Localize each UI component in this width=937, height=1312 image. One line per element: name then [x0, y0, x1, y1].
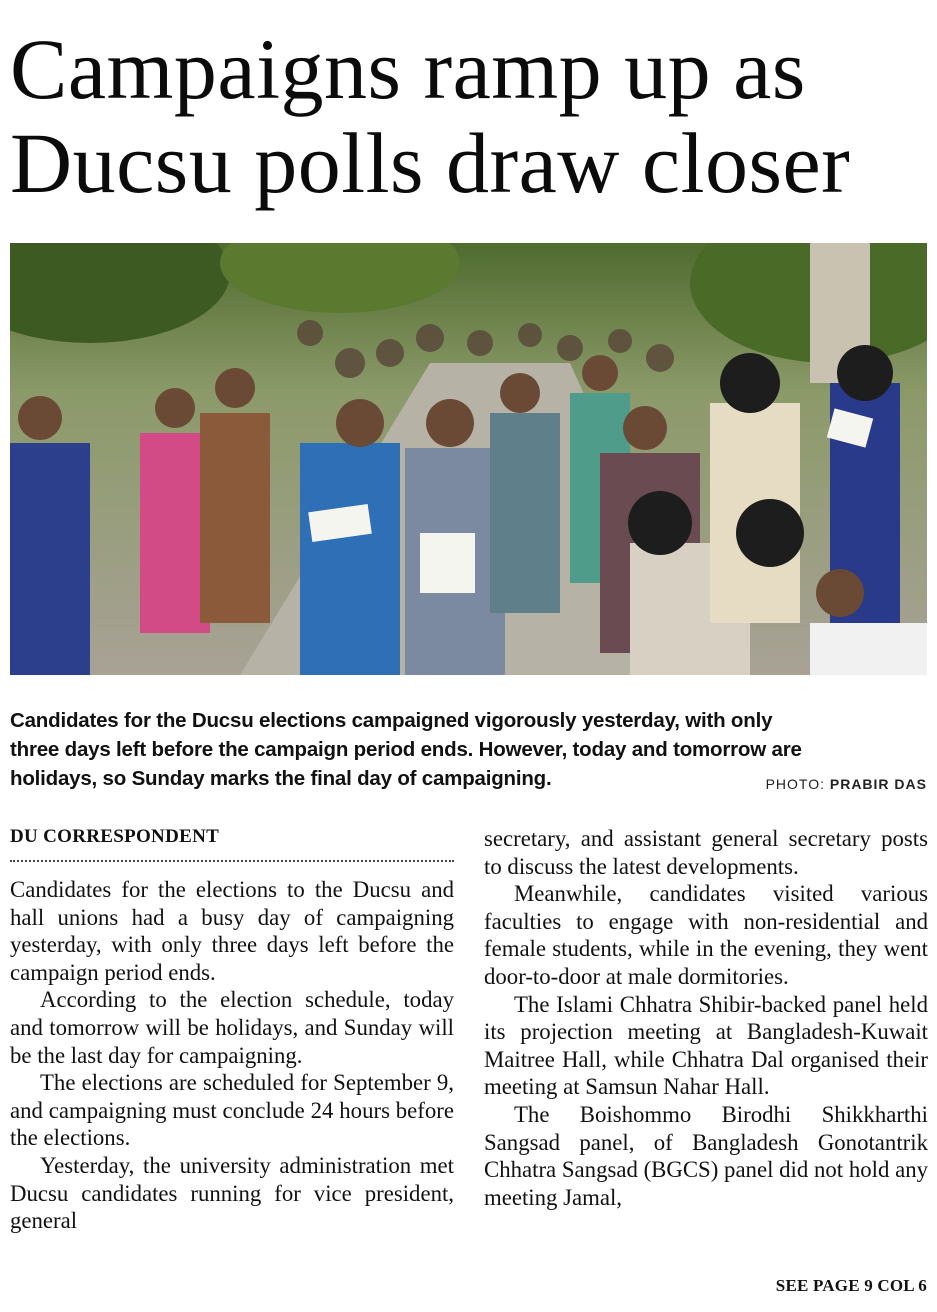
article-column-1	[10, 876, 454, 1235]
paragraph: Candidates for the elections to the Ducsu and hall unions had a busy day of campaigning yesterday, with only three days left before the campaign period ends.	[10, 877, 454, 985]
headline	[10, 22, 930, 210]
paragraph: secretary, and assistant general secretary posts to discuss the latest developments.	[484, 826, 928, 879]
article-column-2	[484, 825, 928, 1211]
caption-line-2: three days left before the campaign period ends. However, today and tomorrow are	[10, 738, 802, 761]
paragraph: The Islami Chhatra Shibir-backed panel held its projection meeting at Bangladesh-Kuwait Maitree Hall, while Chhatra Dal organised their meeting at Samsun Nahar Hall.	[484, 991, 928, 1100]
continued-jump-line[interactable]: SEE PAGE 9 COL 6	[775, 1276, 927, 1295]
paragraph: Meanwhile, candidates visited various faculties to engage with non-residential and female students, while in the evening, they went door-to-door at male dormitories.	[484, 881, 928, 989]
headline-line-2: Ducsu polls draw closer	[10, 115, 851, 211]
photo-credit	[766, 776, 927, 792]
photo-crowd-illustration	[10, 243, 927, 675]
paragraph: The Boishommo Birodhi Shikkharthi Sangsad panel, of Bangladesh Gonotantrik Chhatra Sangsad (BGCS) panel did not hold any meeting Jamal,	[484, 1101, 928, 1210]
paragraph: Yesterday, the university administration met Ducsu candidates running for vice president, general	[10, 1152, 454, 1234]
credit-name: PRABIR DAS	[829, 776, 927, 792]
news-photo	[10, 243, 927, 675]
caption-line-1: Candidates for the Ducsu elections campaigned vigorously yesterday, with only	[10, 709, 773, 732]
byline: DU CORRESPONDENT	[10, 826, 454, 862]
paragraph: According to the election schedule, today and tomorrow will be holidays, and Sunday will be the last day for campaigning.	[10, 987, 454, 1068]
caption-line-3: holidays, so Sunday marks the final day of campaigning.	[10, 767, 552, 790]
credit-label: PHOTO:	[765, 776, 825, 792]
paragraph: The elections are scheduled for September 9, and campaigning must conclude 24 hours before the elections.	[10, 1070, 454, 1151]
headline-line-1: Campaigns ramp up as	[10, 21, 806, 117]
